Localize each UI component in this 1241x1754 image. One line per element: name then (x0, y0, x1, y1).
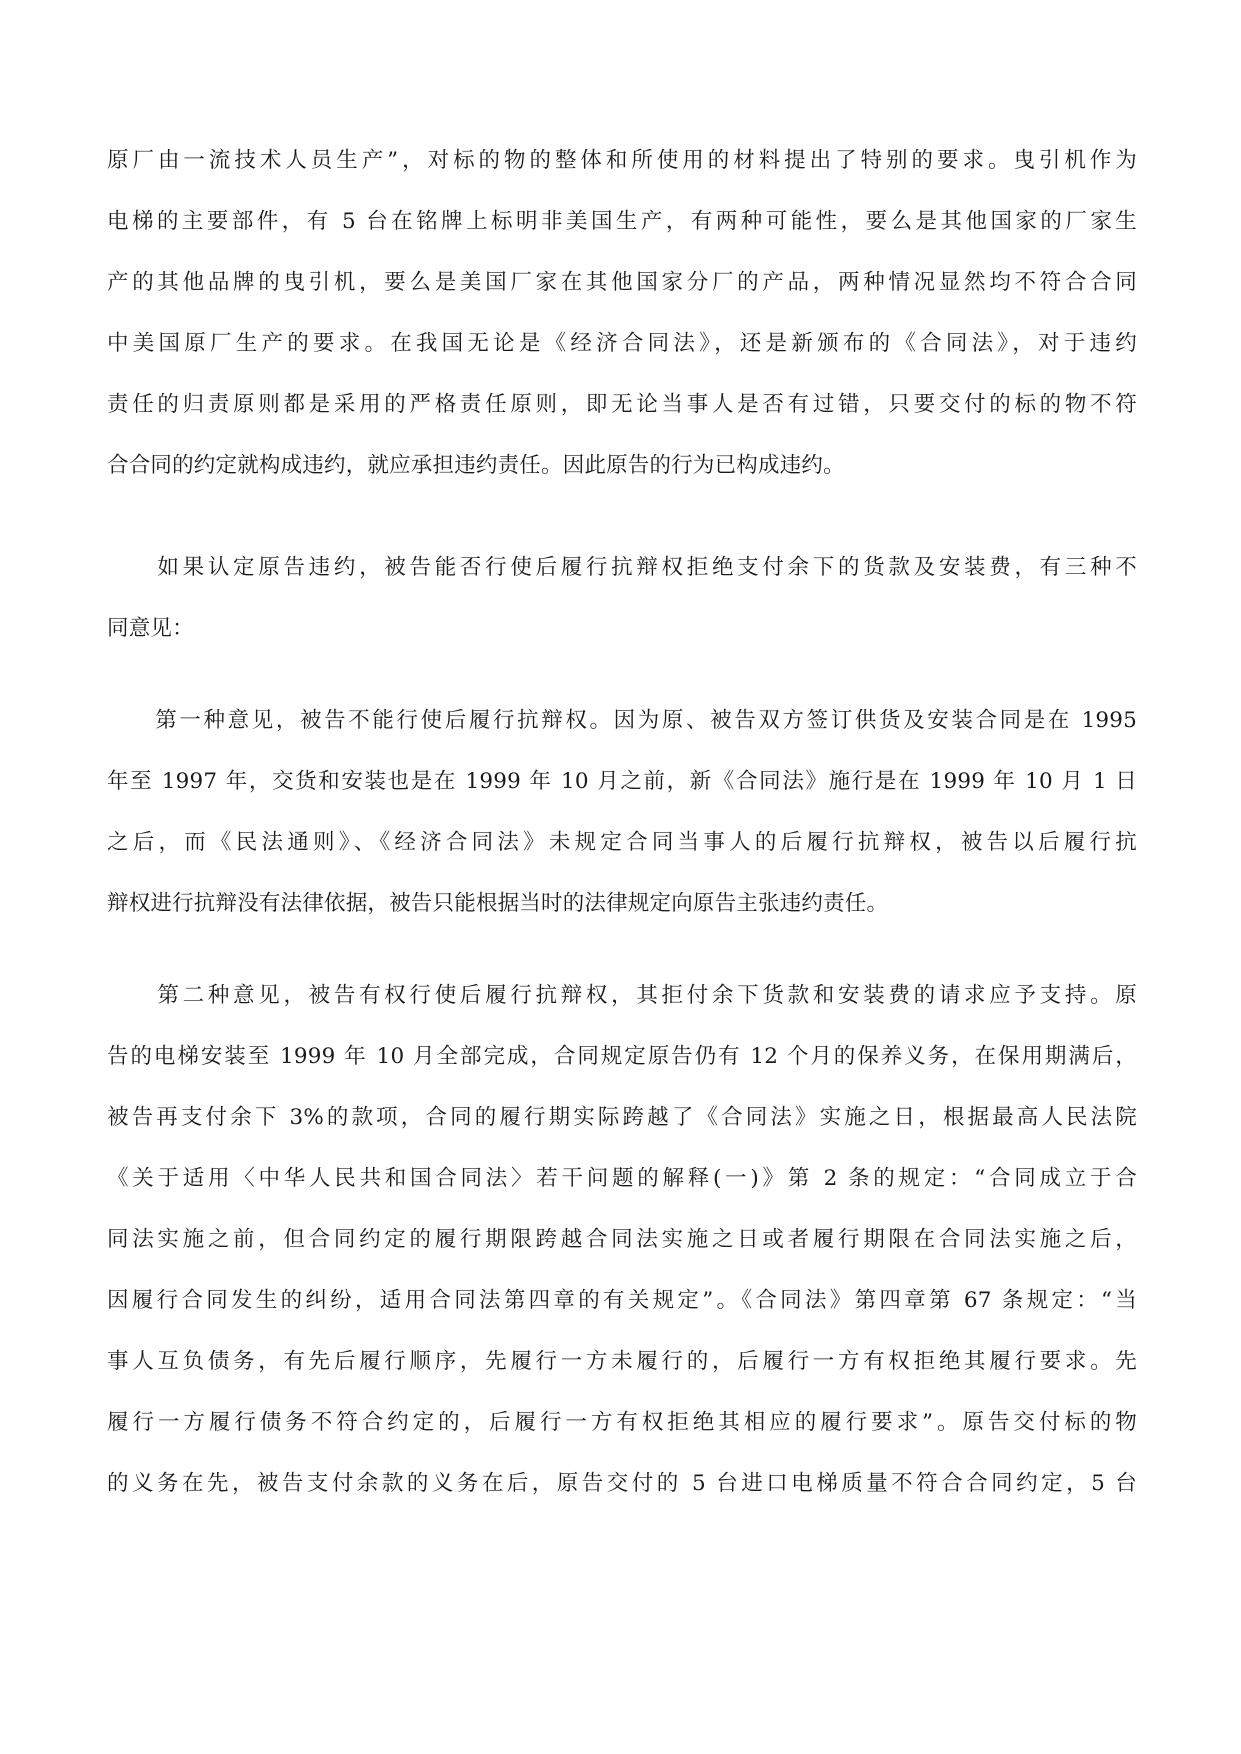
text-line: 第一种意见，被告不能行使后履行抗辩权。因为原、被告双方签订供货及安装合同是在 1995 (107, 708, 1137, 733)
text-line: 原厂由一流技术人员生产”，对标的物的整体和所使用的材料提出了特别的要求。曳引机作为 (107, 148, 1137, 173)
text-line: 年至 1997 年，交货和安装也是在 1999 年 10 月之前，新《合同法》施行是在 1999 年 10 月 1 日 (107, 769, 1137, 794)
text-line: 之后，而《民法通则》、《经济合同法》未规定合同当事人的后履行抗辩权，被告以后履行抗 (107, 830, 1137, 855)
text-line: 如果认定原告违约，被告能否行使后履行抗辩权拒绝支付余下的货款及安装费，有三种不 (107, 555, 1137, 580)
paragraph-2 (107, 537, 1137, 659)
text-line: 的义务在先，被告支付余款的义务在后，原告交付的 5 台进口电梯质量不符合合同约定，5 台 (107, 1471, 1137, 1496)
text-line: 产的其他品牌的曳引机，要么是美国厂家在其他国家分厂的产品，两种情况显然均不符合合同 (107, 270, 1137, 295)
text-line: 同意见： (107, 616, 194, 641)
text-line: 同法实施之前，但合同约定的履行期限跨越合同法实施之日或者履行期限在合同法实施之后， (107, 1227, 1137, 1252)
text-line: 告的电梯安装至 1999 年 10 月全部完成，合同规定原告仍有 12 个月的保养义务，在保用期满后， (107, 1044, 1137, 1069)
paragraph-3 (107, 690, 1137, 934)
text-line: 被告再支付余下 3%的款项，合同的履行期实际跨越了《合同法》实施之日，根据最高人民法院 (107, 1105, 1137, 1130)
text-line: 电梯的主要部件，有 5 台在铭牌上标明非美国生产，有两种可能性，要么是其他国家的厂家生 (107, 209, 1137, 234)
text-line: 责任的归责原则都是采用的严格责任原则，即无论当事人是否有过错，只要交付的标的物不符 (107, 392, 1137, 417)
paragraph-1 (107, 130, 1137, 496)
text-line: 因履行合同发生的纠纷，适用合同法第四章的有关规定”。《合同法》第四章第 67 条规定：“当 (107, 1288, 1137, 1313)
text-line: 事人互负债务，有先后履行顺序，先履行一方未履行的，后履行一方有权拒绝其履行要求。先 (107, 1349, 1137, 1374)
paragraph-4 (107, 965, 1137, 1514)
text-line: 第二种意见，被告有权行使后履行抗辩权，其拒付余下货款和安装费的请求应予支持。原 (107, 983, 1137, 1008)
text-line: 辩权进行抗辩没有法律依据，被告只能根据当时的法律规定向原告主张违约责任。 (107, 891, 889, 916)
text-line: 履行一方履行债务不符合约定的，后履行一方有权拒绝其相应的履行要求”。原告交付标的物 (107, 1410, 1137, 1435)
text-line: 中美国原厂生产的要求。在我国无论是《经济合同法》，还是新颁布的《合同法》，对于违约 (107, 331, 1137, 356)
text-line: 《关于适用〈中华人民共和国合同法〉若干问题的解释(一)》第 2 条的规定：“合同成立于合 (107, 1166, 1137, 1191)
text-line: 合合同的约定就构成违约，就应承担违约责任。因此原告的行为已构成违约。 (107, 453, 845, 478)
